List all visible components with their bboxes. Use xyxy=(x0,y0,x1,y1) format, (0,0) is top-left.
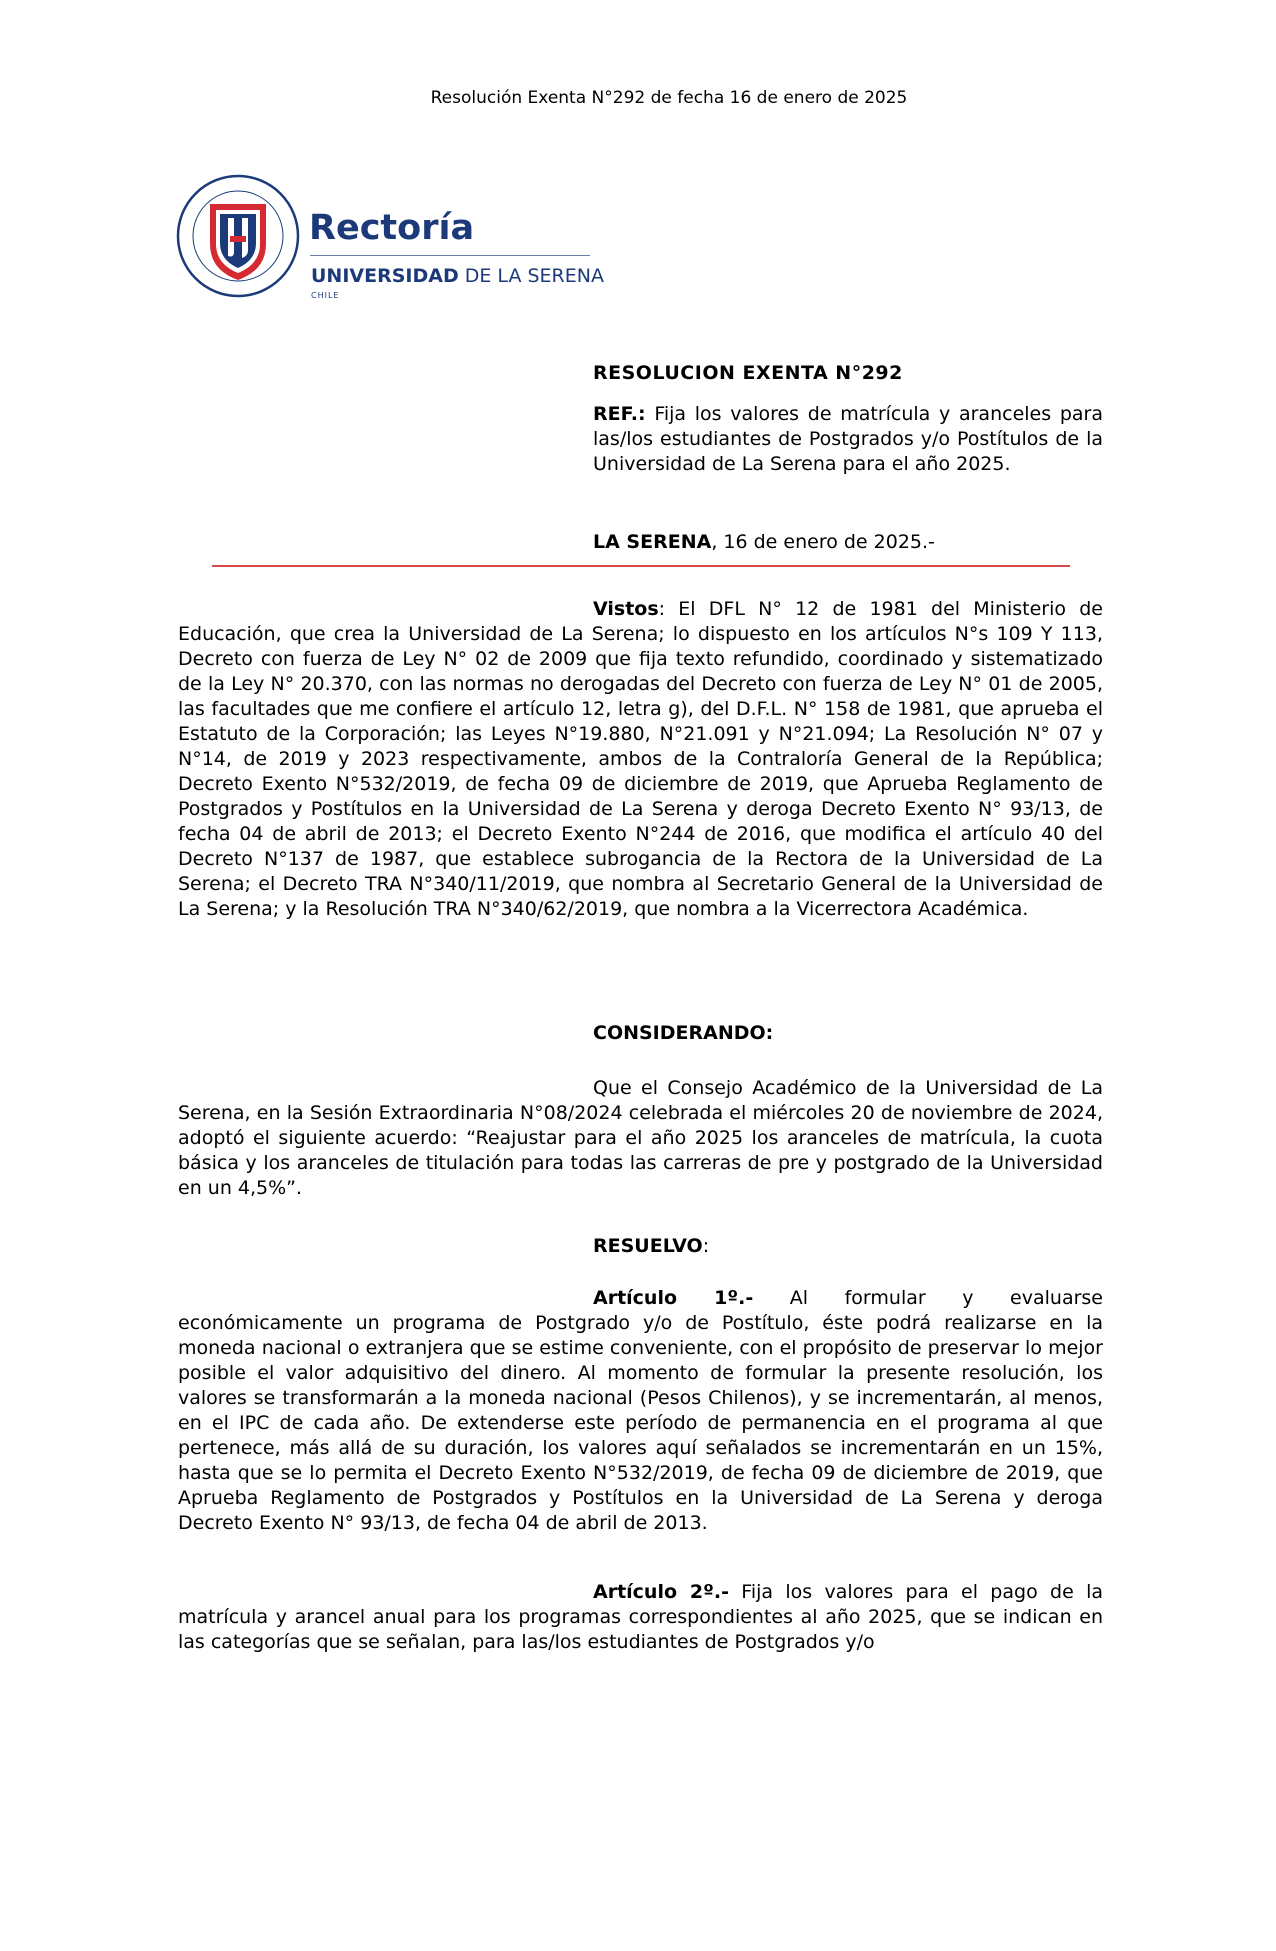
articulo-1-text: Al formular y evaluarse económicamente un programa de Postgrado y/o de Postítulo, éste podrá realizarse en la moneda nacional o extranjera que se estime conveniente, con el propósito de preservar lo mejor posible el valor adquisitivo del dinero. Al momento de formular la presente resolución, los valores se transformarán a la moneda nacional (Pesos Chilenos), y se incrementarán, al menos, en el IPC de cada año. De extenderse este período de permanencia en el programa al que pertenece, más allá de su duración, los valores aquí señalados se incrementarán en un 15%, hasta que se lo permita el Decreto Exento N°532/2019, de fecha 09 de diciembre de 2019, que Aprueba Reglamento de Postgrados y Postítulos en la Universidad de La Serena y deroga Decreto Exento N° 93/13, de fecha 04 de abril de 2013. xyxy=(178,1287,1103,1534)
document-header xyxy=(0,88,1276,108)
place-label: LA SERENA xyxy=(593,531,712,553)
considerando-paragraph xyxy=(178,1076,1103,1201)
considerando-heading: CONSIDERANDO: xyxy=(593,1022,774,1044)
header-text: Resolución Exenta N°292 de fecha 16 de enero de 2025 xyxy=(430,88,908,108)
logo-divider xyxy=(310,255,590,256)
articulo-1-label: Artículo 1º.- xyxy=(593,1287,754,1309)
university-seal-icon xyxy=(176,174,300,298)
logo-title: Rectoría xyxy=(309,208,475,248)
logo-subtitle xyxy=(311,265,604,287)
considerando-text: Que el Consejo Académico de la Universidad de La Serena, en la Sesión Extraordinaria N°08/2024 celebrada el miércoles 20 de noviembre de 2024, adoptó el siguiente acuerdo: “Reajustar para el año 2025 los aranceles de matrícula, la cuota básica y los aranceles de titulación para todas las carreras de pre y postgrado de la Universidad en un 4,5%”. xyxy=(178,1077,1103,1199)
articulo-2-text: Fija los valores para el pago de la matrícula y arancel anual para los programas correspondientes al año 2025, que se indican en las categorías que se señalan, para las/los estudiantes de Postgrados y/o xyxy=(178,1581,1104,1653)
vistos-text: : El DFL N° 12 de 1981 del Ministerio de Educación, que crea la Universidad de La Serena; lo dispuesto en los artículos N°s 109 Y 113, Decreto con fuerza de Ley N° 02 de 2009 que fija texto refundido, coordinado y sistematizado de la Ley N° 20.370, con las normas no derogadas del Decreto con fuerza de Ley N° 01 de 2005, las facultades que me confiere el artículo 12, letra g), del D.F.L. N° 158 de 1981, que aprueba el Estatuto de la Corporación; las Leyes N°19.880, N°21.091 y N°21.094; La Resolución N° 07 y N°14, de 2019 y 2023 respectivamente, ambos de la Contraloría General de la República; Decreto Exento N°532/2019, de fecha 09 de diciembre de 2019, que Aprueba Reglamento de Postgrados y Postítulos en la Universidad de La Serena y deroga Decreto Exento N° 93/13, de fecha 04 de abril de 2013; el Decreto Exento N°244 de 2016, que modifica el artículo 40 del Decreto N°137 de 1987, que establece subrogancia de la Rectora de la Universidad de La Serena; el Decreto TRA N°340/11/2019, que nombra al Secretario General de la Universidad de La Serena; y la Resolución TRA N°340/62/2019, que nombra a la Vicerrectora Académica. xyxy=(178,598,1103,920)
logo-country: CHILE xyxy=(311,291,340,300)
university-logo xyxy=(176,174,606,304)
articulo-2-label: Artículo 2º.- xyxy=(593,1581,729,1603)
date-text: , 16 de enero de 2025.- xyxy=(711,531,935,553)
resuelvo-colon: : xyxy=(702,1235,710,1257)
logo-subtitle-bold: UNIVERSIDAD xyxy=(311,265,459,287)
vistos-paragraph xyxy=(178,597,1103,922)
place-date-line xyxy=(593,530,1103,555)
red-divider xyxy=(212,565,1070,567)
resuelvo-heading xyxy=(593,1235,709,1257)
reference-label: REF.: xyxy=(593,403,646,425)
resolution-title: RESOLUCION EXENTA N°292 xyxy=(593,362,903,384)
logo-subtitle-rest: DE LA SERENA xyxy=(458,265,604,287)
reference-paragraph xyxy=(593,402,1103,477)
articulo-1-paragraph xyxy=(178,1286,1103,1536)
articulo-2-paragraph xyxy=(178,1580,1103,1655)
reference-text: Fija los valores de matrícula y aranceles para las/los estudiantes de Postgrados y/o Postítulos de la Universidad de La Serena para el año 2025. xyxy=(593,403,1103,475)
vistos-label: Vistos xyxy=(593,598,659,620)
resuelvo-label: RESUELVO xyxy=(593,1235,703,1257)
